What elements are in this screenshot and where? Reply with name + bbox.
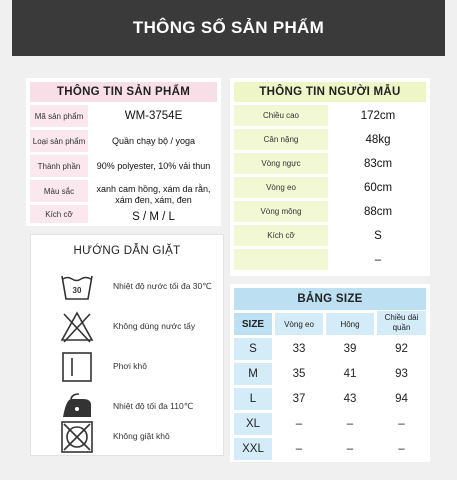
product-value-code: WM-3754E (124, 110, 183, 122)
product-info-title: THÔNG TIN SẢN PHẨM (30, 82, 217, 102)
product-label-size: Kích cỡ (30, 205, 88, 223)
care-text-bleach: Không dùng nước tẩy (113, 321, 196, 331)
size-cell: 43 (343, 393, 357, 405)
care-text-iron: Nhiệt độ tối đa 110℃ (113, 401, 194, 411)
size-cell: 94 (395, 393, 408, 405)
size-header-length: Chiều dài quần (377, 311, 426, 335)
page-title: THÔNG SỐ SẢN PHẨM (132, 18, 325, 37)
product-label-material: Thành phần (30, 155, 88, 177)
product-value-type: Quần chạy bộ / yoga (111, 135, 196, 146)
size-cell: 41 (343, 368, 357, 380)
model-value-height: 172cm (360, 109, 396, 122)
care-text-dryclean: Không giặt khô (113, 431, 170, 441)
care-item-wash (31, 267, 223, 307)
size-header-size: SIZE (234, 313, 272, 335)
care-title: HƯỚNG DẪN GIẶT (73, 245, 181, 257)
care-card (30, 234, 224, 456)
model-value-hip: 88cm (363, 205, 393, 218)
model-label-bust: Vòng ngực (234, 153, 328, 174)
model-info-panel (230, 78, 430, 276)
model-label-size: Kích cỡ (234, 225, 328, 246)
care-item-bleach (31, 307, 223, 347)
no-bleach-icon (59, 309, 95, 345)
model-value-bust: 83cm (363, 157, 393, 170)
size-row-label: M (234, 363, 272, 385)
model-label-height: Chiều cao (234, 105, 328, 126)
product-value-color: xanh cam hồng, xám da rằn, xám đen, xám, đen (96, 184, 211, 205)
size-cell: – (295, 418, 303, 430)
product-value-material: 90% polyester, 10% vải thun (96, 160, 211, 171)
care-item-dryclean (31, 419, 223, 459)
size-cell: – (295, 443, 303, 455)
no-dry-clean-icon (59, 419, 95, 455)
care-item-dry (31, 347, 223, 387)
model-value-weight: 48kg (365, 133, 391, 146)
product-label-type: Loại sản phẩm (30, 130, 88, 152)
model-value-extra: – (374, 253, 382, 266)
size-cell: – (346, 418, 354, 430)
product-info-panel (26, 78, 221, 226)
wash-30-icon (59, 269, 95, 305)
model-info-title: THÔNG TIN NGƯỜI MẪU (234, 82, 426, 102)
size-cell: – (346, 443, 354, 455)
size-row-label: XXL (234, 438, 272, 460)
model-label-hip: Vòng mông (234, 201, 328, 222)
size-row-label: L (234, 388, 272, 410)
size-cell: 93 (395, 368, 408, 380)
size-header-waist: Vòng eo (275, 313, 323, 335)
size-cell: 37 (292, 393, 306, 405)
size-row-label: XL (234, 413, 272, 435)
size-table-title: BẢNG SIZE (234, 288, 426, 310)
size-header-hip: Hông (326, 313, 374, 335)
product-label-code: Mã sản phẩm (30, 105, 88, 127)
shade-dry-icon (59, 349, 95, 385)
page-header (12, 0, 445, 56)
wash-temp-text: 30 (72, 286, 82, 295)
size-row-label: S (234, 338, 272, 360)
size-cell: – (398, 443, 405, 455)
product-label-color: Màu sắc (30, 180, 88, 202)
size-cell: 35 (292, 368, 306, 380)
size-cell: 39 (343, 343, 357, 355)
care-text-wash: Nhiệt độ nước tối đa 30℃ (113, 281, 212, 291)
model-value-waist: 60cm (363, 181, 393, 194)
model-value-size: S (374, 229, 382, 242)
size-cell: 33 (292, 343, 306, 355)
model-label-weight: Cân nặng (234, 129, 328, 150)
product-value-size: S / M / L (132, 211, 175, 223)
care-text-dry: Phơi khô (113, 361, 147, 371)
size-table-panel (230, 284, 430, 462)
size-cell: – (398, 418, 405, 430)
model-label-extra (234, 249, 328, 270)
size-cell: 92 (395, 343, 408, 355)
model-label-waist: Vòng eo (234, 177, 328, 198)
